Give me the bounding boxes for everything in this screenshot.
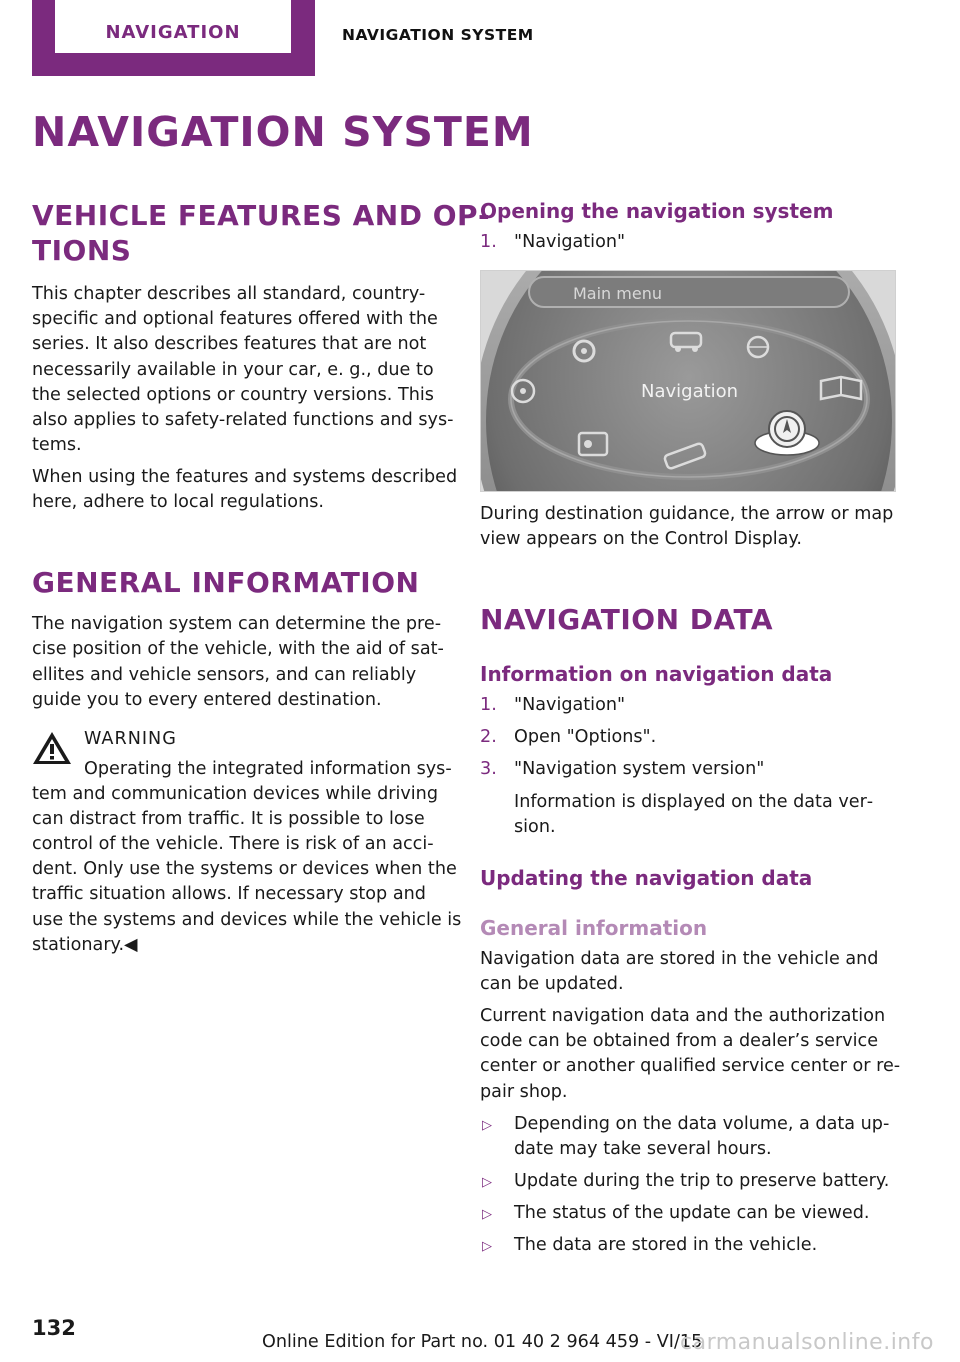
information-heading: Information on navigation data <box>480 662 833 686</box>
step-detail-line: sion. <box>514 817 556 837</box>
text-line: Operating the integrated information sys‐ <box>84 759 452 779</box>
bullet-text: The data are stored in the vehicle. <box>514 1235 818 1255</box>
bullet-text: The status of the update can be viewed. <box>514 1203 870 1223</box>
bullet-arrow-icon: ▷ <box>482 1207 492 1222</box>
general-information-heading: GENERAL INFORMATION <box>32 566 420 599</box>
text-line: the selected options or country versions. This <box>32 385 434 405</box>
bullet-text: Depending on the data volume, a data up‐ <box>514 1114 890 1134</box>
warning-title: WARNING <box>84 729 177 749</box>
text-line: cise position of the vehicle, with the aid of sat‐ <box>32 639 444 659</box>
text-line: necessarily available in your car, e. g., due to <box>32 360 434 380</box>
watermark: carmanualsonline.info <box>680 1330 934 1355</box>
step-number: 2. <box>480 727 497 747</box>
bullet-arrow-icon: ▷ <box>482 1118 492 1133</box>
updating-heading: Updating the navigation data <box>480 866 813 890</box>
text-line: The navigation system can determine the pre‐ <box>32 614 442 634</box>
text-line: stationary.◀ <box>32 935 138 955</box>
control-display-screenshot <box>480 270 896 492</box>
text-line: ellites and vehicle sensors, and can reliably <box>32 665 417 685</box>
text-line: This chapter describes all standard, country- <box>32 284 426 304</box>
step-text: Open "Options". <box>514 727 657 747</box>
text-line: During destination guidance, the arrow or map <box>480 504 894 524</box>
text-line: guide you to every entered destination. <box>32 690 382 710</box>
text-line: here, adhere to local regulations. <box>32 492 324 512</box>
text-line: pair shop. <box>480 1082 568 1102</box>
step-detail-line: Information is displayed on the data ver‐ <box>514 792 874 812</box>
bullet-arrow-icon: ▷ <box>482 1175 492 1190</box>
general-information-subheading: General information <box>480 916 708 940</box>
text-line: view appears on the Control Display. <box>480 529 802 549</box>
bullet-text: date may take several hours. <box>514 1139 772 1159</box>
step-number: 1. <box>480 695 497 715</box>
text-line: can distract from traffic. It is possible to lose <box>32 809 425 829</box>
text-line: code can be obtained from a dealer’s service <box>480 1031 879 1051</box>
features-heading-line-1: VEHICLE FEATURES AND OP‐ <box>32 199 491 232</box>
step-number: 1. <box>480 232 497 252</box>
header-section-title: NAVIGATION SYSTEM <box>342 26 534 44</box>
text-line: control of the vehicle. There is risk of an acci‐ <box>32 834 434 854</box>
text-line: specific and optional features offered with the <box>32 309 438 329</box>
text-line: dent. Only use the systems or devices when the <box>32 859 457 879</box>
navigation-data-heading: NAVIGATION DATA <box>480 603 774 636</box>
text-line: Current navigation data and the authorization <box>480 1006 886 1026</box>
step-number: 3. <box>480 759 497 779</box>
text-line: use the systems and devices while the vehicle is <box>32 910 462 930</box>
text-line: series. It also describes features that are not <box>32 334 427 354</box>
page-number: 132 <box>32 1316 76 1340</box>
page-title: NAVIGATION SYSTEM <box>32 108 534 156</box>
center-label: Navigation <box>641 381 739 402</box>
text-line: also applies to safety-related functions and sys‐ <box>32 410 454 430</box>
warning-triangle-icon <box>32 730 72 766</box>
edition-line: Online Edition for Part no. 01 40 2 964 459 - VI/15 <box>262 1332 703 1352</box>
step-text: "Navigation" <box>514 232 626 252</box>
text-line: When using the features and systems described <box>32 467 458 487</box>
text-line: tems. <box>32 435 82 455</box>
opening-heading: Opening the navigation system <box>480 199 834 223</box>
bullet-arrow-icon: ▷ <box>482 1239 492 1254</box>
text-line: Navigation data are stored in the vehicle and <box>480 949 879 969</box>
features-heading-line-2: TIONS <box>32 234 132 267</box>
menu-title: Main menu <box>573 284 662 303</box>
step-text: "Navigation" <box>514 695 626 715</box>
chapter-tab-label: NAVIGATION <box>105 22 241 43</box>
text-line: traffic situation allows. If necessary stop and <box>32 884 426 904</box>
text-line: center or another qualified service center or re‐ <box>480 1056 901 1076</box>
text-line: tem and communication devices while driving <box>32 784 438 804</box>
text-line: can be updated. <box>480 974 624 994</box>
step-text: "Navigation system version" <box>514 759 765 779</box>
main-menu-illustration <box>481 271 896 492</box>
bullet-text: Update during the trip to preserve battery. <box>514 1171 890 1191</box>
